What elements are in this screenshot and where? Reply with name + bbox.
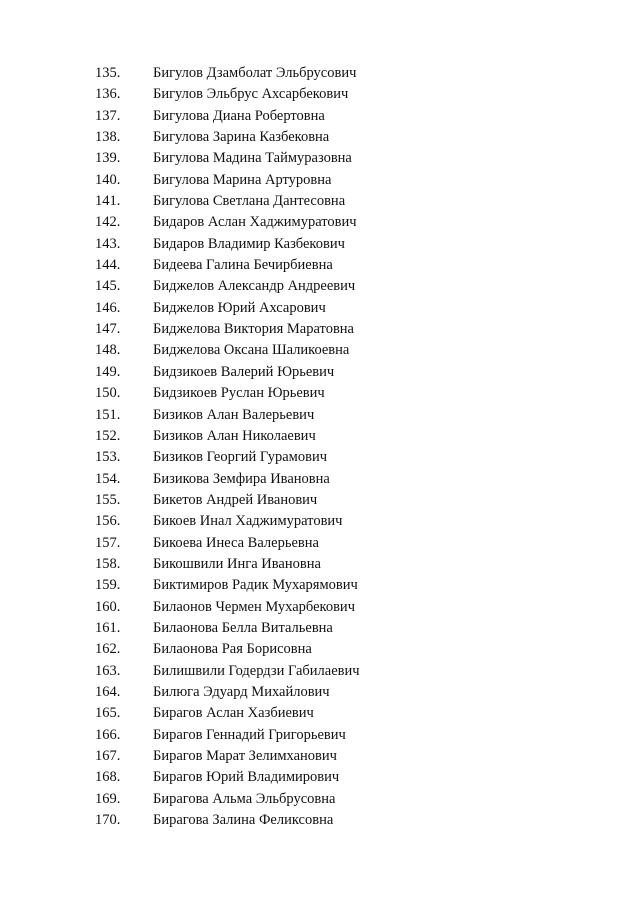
list-item (0, 362, 640, 383)
entry-name: Билюга Эдуард Михайлович (153, 683, 330, 700)
list-item (0, 447, 640, 468)
entry-number: 135. (95, 65, 121, 81)
list-item (0, 810, 640, 831)
entry-number: 158. (95, 555, 121, 572)
entry-name: Бирагов Юрий Владимирович (153, 769, 340, 786)
entry-name: Бидаров Владимир Казбекович (153, 235, 345, 252)
entry-number: 165. (95, 705, 121, 722)
entry-number: 161. (95, 619, 121, 636)
entry-number: 157. (95, 534, 121, 551)
entry-name: Билаонова Белла Витальевна (153, 619, 333, 636)
entry-number: 166. (95, 726, 121, 743)
entry-name: Бикошвили Инга Ивановна (153, 555, 321, 572)
entry-number: 144. (95, 257, 121, 274)
entry-number: 140. (95, 171, 121, 188)
entry-name: Бигулов Дзамболат Эльбрусович (153, 65, 357, 81)
entry-name: Биджелов Александр Андреевич (153, 278, 356, 295)
list-item (0, 212, 640, 233)
list-item (0, 383, 640, 404)
list-item (0, 127, 640, 148)
entry-name: Бидзикоев Руслан Юрьевич (153, 385, 325, 402)
entry-number: 143. (95, 235, 121, 252)
entry-name: Бирагов Геннадий Григорьевич (153, 726, 346, 743)
entry-number: 169. (95, 790, 121, 807)
list-item (0, 703, 640, 724)
entry-name: Бигулова Марина Артуровна (153, 171, 332, 188)
entry-number: 137. (95, 107, 121, 124)
entry-number: 142. (95, 214, 121, 231)
entry-number: 162. (95, 641, 121, 658)
entry-name: Бирагов Марат Зелимханович (153, 748, 337, 764)
entry-name: Бикоева Инеса Валерьевна (153, 534, 319, 551)
list-item (0, 661, 640, 682)
entry-number: 159. (95, 577, 121, 594)
list-item (0, 148, 640, 169)
entry-number: 153. (95, 449, 121, 466)
entry-number: 141. (95, 193, 121, 210)
list-item (0, 575, 640, 596)
list-item (0, 63, 640, 84)
list-item (0, 106, 640, 127)
list-item (0, 618, 640, 639)
entry-name: Бизиков Алан Валерьевич (153, 406, 315, 423)
entry-number: 151. (95, 406, 121, 423)
list-item (0, 682, 640, 703)
list-item (0, 276, 640, 297)
entry-name: Бирагова Залина Феликсовна (153, 812, 334, 829)
list-item (0, 490, 640, 511)
list-item (0, 469, 640, 490)
entry-name: Бидеева Галина Бечирбиевна (153, 257, 333, 274)
list-item (0, 725, 640, 746)
list-item (0, 554, 640, 575)
entry-number: 168. (95, 769, 121, 786)
entry-name: Биктимиров Радик Мухарямович (153, 577, 358, 594)
entry-number: 147. (95, 321, 121, 338)
list-item (0, 533, 640, 554)
entry-number: 138. (95, 129, 121, 146)
entry-name: Бизиков Георгий Гурамович (153, 449, 327, 466)
entry-name: Бигулова Светлана Дантесовна (153, 193, 346, 210)
entry-name: Бидзикоев Валерий Юрьевич (153, 363, 335, 380)
list-item (0, 746, 640, 767)
entry-number: 160. (95, 598, 121, 615)
entry-name: Бизиков Алан Николаевич (153, 427, 316, 444)
entry-name: Билаонова Рая Борисовна (153, 641, 312, 658)
entry-name: Бигулова Диана Робертовна (153, 107, 325, 124)
entry-name: Бидаров Аслан Хаджимуратович (153, 214, 357, 231)
list-item (0, 191, 640, 212)
list-item (0, 597, 640, 618)
entry-number: 154. (95, 470, 121, 487)
list-item (0, 170, 640, 191)
list-item (0, 789, 640, 810)
entry-name: Бирагов Аслан Хазбиевич (153, 705, 314, 722)
list-item (0, 426, 640, 447)
list-item (0, 319, 640, 340)
entry-number: 156. (95, 513, 121, 530)
entry-number: 139. (95, 150, 121, 167)
entry-name: Бикоев Инал Хаджимуратович (153, 513, 343, 530)
list-item (0, 639, 640, 660)
entry-number: 155. (95, 491, 121, 508)
entry-number: 136. (95, 86, 121, 103)
entry-name: Биджелов Юрий Ахсарович (153, 299, 326, 316)
entry-name: Билишвили Годердзи Габилаевич (153, 662, 360, 679)
entry-number: 145. (95, 278, 121, 295)
list-item (0, 405, 640, 426)
entry-number: 150. (95, 385, 121, 402)
list-item (0, 767, 640, 788)
entry-number: 148. (95, 342, 121, 359)
entry-number: 167. (95, 748, 121, 764)
list-item (0, 234, 640, 255)
entry-name: Бикетов Андрей Иванович (153, 491, 318, 508)
entry-name: Бигулов Эльбрус Ахсарбекович (153, 86, 349, 103)
list-item (0, 511, 640, 532)
list-item (0, 340, 640, 361)
entry-name: Билаонов Чермен Мухарбекович (153, 598, 355, 615)
list-item (0, 255, 640, 276)
entry-name: Биджелова Виктория Маратовна (153, 321, 354, 338)
entry-number: 170. (95, 812, 121, 829)
entry-number: 163. (95, 662, 121, 679)
entry-name: Бигулова Мадина Таймуразовна (153, 150, 352, 167)
entry-number: 164. (95, 683, 121, 700)
list-item (0, 298, 640, 319)
entry-number: 152. (95, 427, 121, 444)
entry-number: 146. (95, 299, 121, 316)
name-list (0, 63, 640, 831)
entry-name: Бигулова Зарина Казбековна (153, 129, 330, 146)
entry-number: 149. (95, 363, 121, 380)
list-item (0, 84, 640, 105)
entry-name: Бизикова Земфира Ивановна (153, 470, 330, 487)
entry-name: Бирагова Альма Эльбрусовна (153, 790, 336, 807)
entry-name: Биджелова Оксана Шаликоевна (153, 342, 350, 359)
